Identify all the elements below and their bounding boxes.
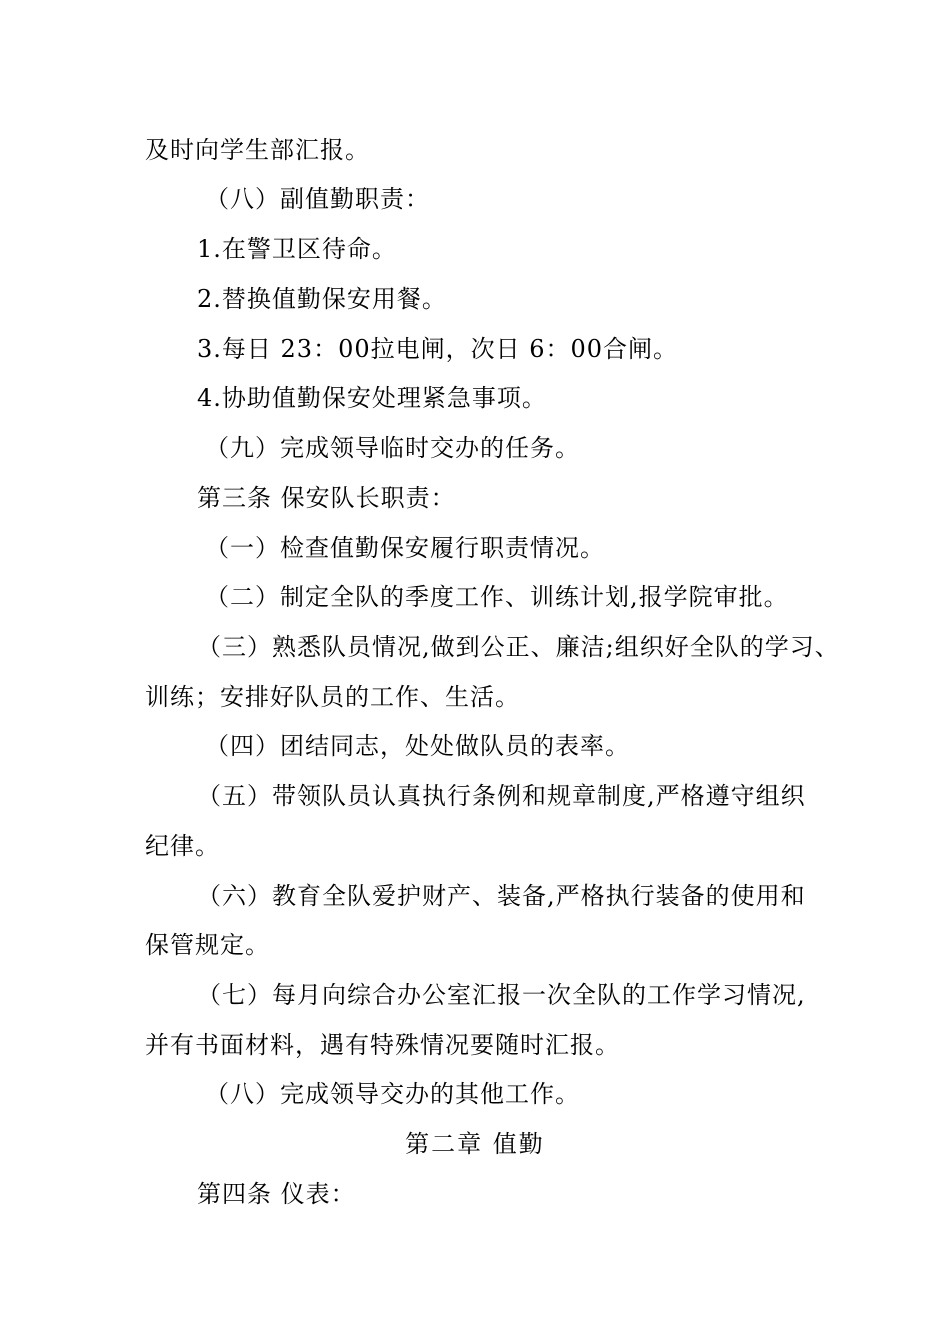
list-item: 3.每日 23：00拉电闸，次日 6：00合闸。: [197, 335, 679, 363]
section-heading: （八）副值勤职责：: [205, 185, 430, 213]
paragraph-line: （四）团结同志，处处做队员的表率。: [205, 732, 630, 760]
paragraph-line: （六）教育全队爱护财产、装备,严格执行装备的使用和: [197, 882, 806, 910]
paragraph-line: 训练；安排好队员的工作、生活。: [145, 683, 520, 711]
paragraph-line: （二）制定全队的季度工作、训练计划,报学院审批。: [205, 583, 789, 611]
list-item: 2.替换值勤保安用餐。: [197, 285, 447, 313]
chapter-heading: 第二章 值勤: [405, 1130, 545, 1158]
article-heading: 第四条 仪表：: [197, 1180, 356, 1208]
paragraph-line: （一）检查值勤保安履行职责情况。: [205, 534, 605, 562]
paragraph-line: 纪律。: [145, 832, 220, 860]
paragraph-line: （八）完成领导交办的其他工作。: [205, 1080, 580, 1108]
list-item: 4.协助值勤保安处理紧急事项。: [197, 384, 547, 412]
paragraph-line: （三）熟悉队员情况,做到公正、廉洁;组织好全队的学习、: [197, 633, 840, 661]
paragraph-line: （五）带领队员认真执行条例和规章制度,严格遵守组织: [197, 782, 806, 810]
paragraph-line: 及时向学生部汇报。: [145, 136, 370, 164]
paragraph-line: 并有书面材料，遇有特殊情况要随时汇报。: [145, 1031, 620, 1059]
section-heading: （九）完成领导临时交办的任务。: [205, 434, 580, 462]
article-heading: 第三条 保安队长职责：: [197, 484, 456, 512]
list-item: 1.在警卫区待命。: [197, 235, 397, 263]
paragraph-line: 保管规定。: [145, 931, 270, 959]
paragraph-line: （七）每月向综合办公室汇报一次全队的工作学习情况,: [197, 981, 806, 1009]
